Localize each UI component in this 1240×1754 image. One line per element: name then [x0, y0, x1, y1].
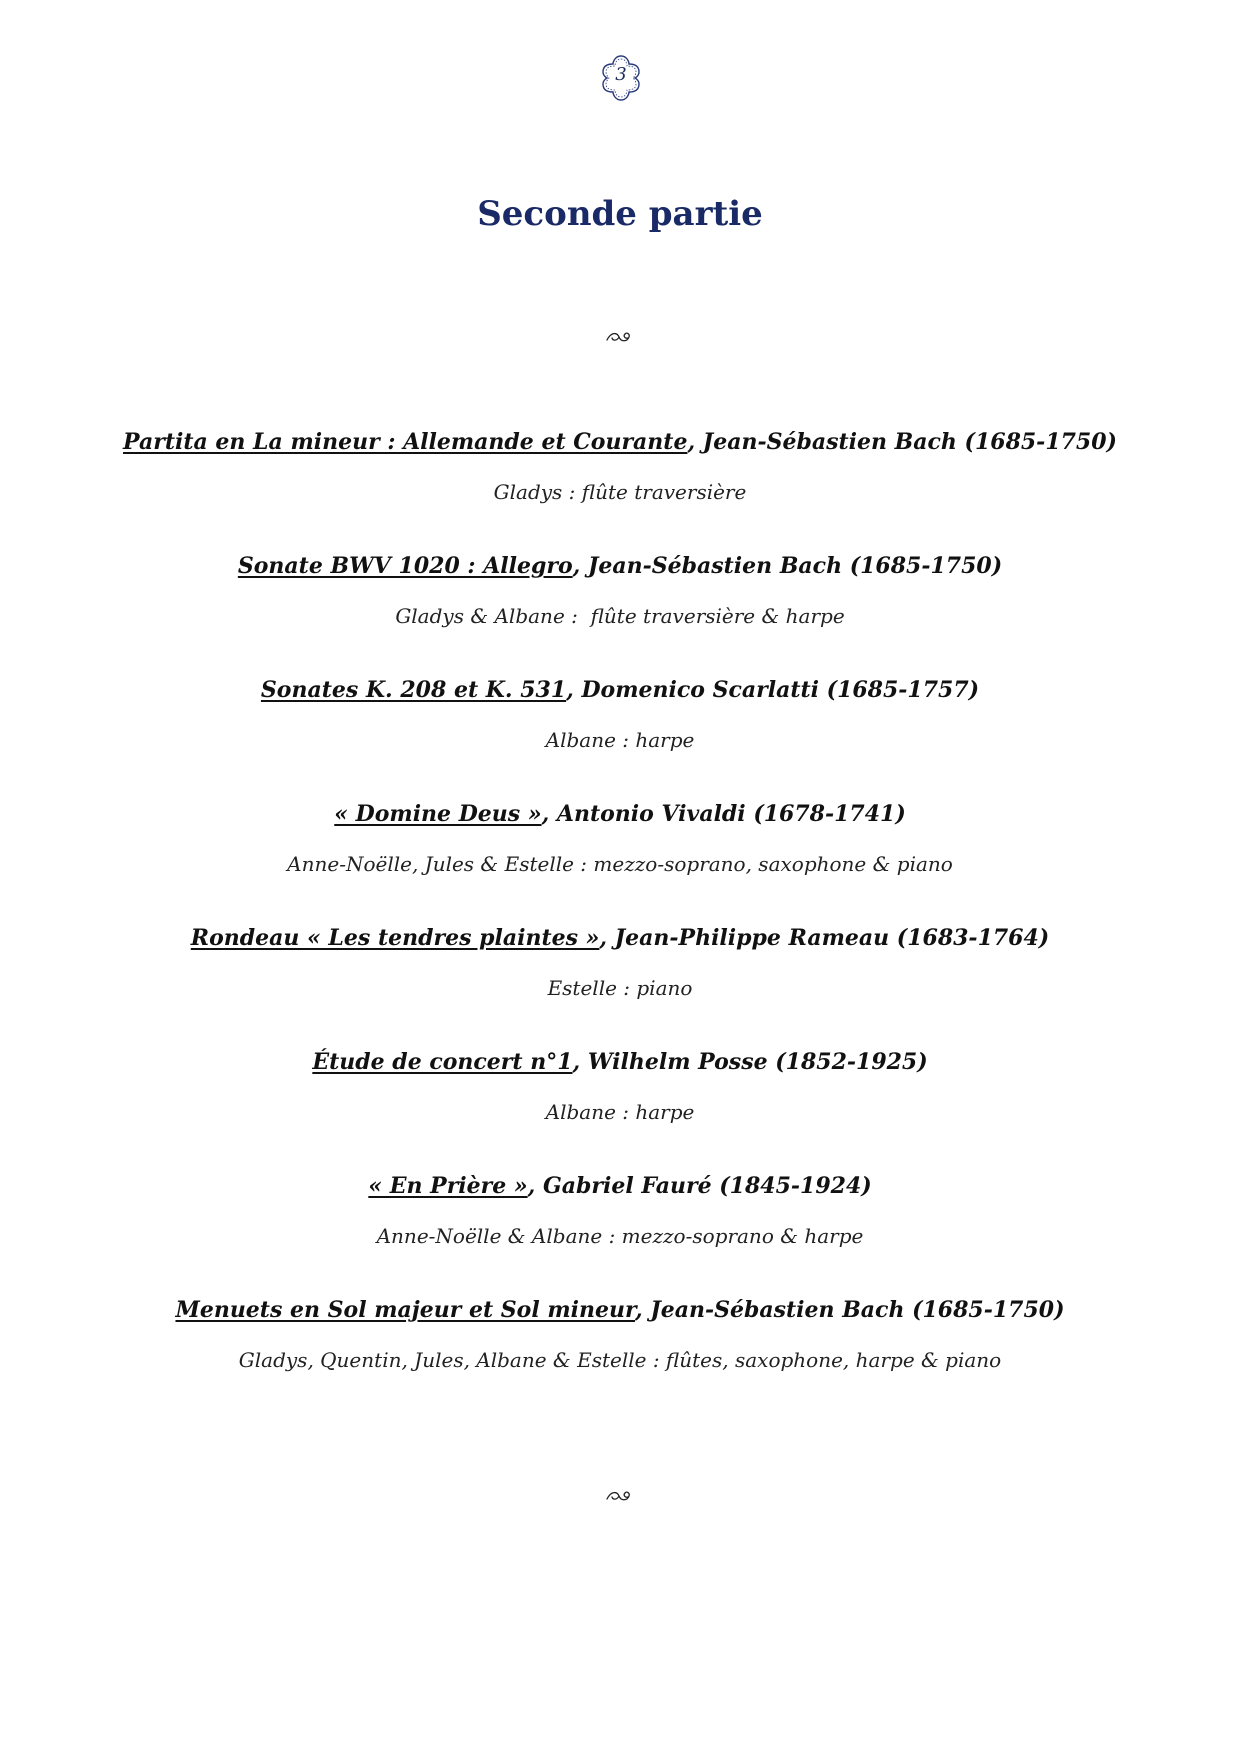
program-item: [0, 921, 1240, 1045]
piece-heading: Rondeau « Les tendres plaintes », Jean-Philippe Rameau (1683-1764): [190, 925, 1050, 951]
piece-composer: Antonio Vivaldi (1678-1741): [556, 801, 906, 827]
piece-heading: Sonates K. 208 et K. 531, Domenico Scarlatti (1685-1757): [260, 677, 980, 703]
piece-performers: Anne-Noëlle, Jules & Estelle : mezzo-soprano, saxophone & piano: [287, 852, 953, 876]
program-item: [0, 549, 1240, 673]
piece-composer: Jean-Sébastien Bach (1685-1750): [650, 1297, 1065, 1323]
page-number: 3: [615, 64, 627, 85]
piece-title: Sonate BWV 1020 : Allegro: [237, 553, 573, 579]
flourish-ornament-icon: [605, 1487, 635, 1505]
piece-heading: « En Prière », Gabriel Fauré (1845-1924): [368, 1173, 872, 1199]
piece-title: Rondeau « Les tendres plaintes »: [190, 925, 600, 951]
piece-composer: Wilhelm Posse (1852-1925): [587, 1049, 928, 1075]
piece-heading: Étude de concert n°1, Wilhelm Posse (1852-1925): [312, 1049, 928, 1075]
piece-performers: Albane : harpe: [545, 1100, 695, 1124]
program-item: [0, 425, 1240, 549]
piece-heading: Sonate BWV 1020 : Allegro, Jean-Sébastien Bach (1685-1750): [237, 553, 1003, 579]
piece-performers: Gladys : flûte traversière: [493, 480, 747, 504]
program-item: [0, 1045, 1240, 1169]
piece-title: Menuets en Sol majeur et Sol mineur: [175, 1297, 635, 1323]
piece-performers: Estelle : piano: [547, 976, 693, 1000]
piece-title: Partita en La mineur : Allemande et Courante: [123, 429, 688, 455]
program-item: [0, 797, 1240, 921]
piece-composer: Jean-Sébastien Bach (1685-1750): [702, 429, 1117, 455]
piece-title: « En Prière »: [368, 1173, 528, 1199]
piece-performers: Gladys & Albane : flûte traversière & harpe: [395, 604, 845, 628]
piece-performers: Albane : harpe: [545, 728, 695, 752]
program-item: [0, 673, 1240, 797]
page-title: Seconde partie: [477, 194, 763, 234]
piece-heading: Partita en La mineur : Allemande et Courante, Jean-Sébastien Bach (1685-1750): [123, 429, 1117, 455]
piece-performers: Anne-Noëlle & Albane : mezzo-soprano & harpe: [376, 1224, 864, 1248]
piece-title: « Domine Deus »: [334, 801, 542, 827]
program-item: [0, 1293, 1240, 1417]
piece-title: Étude de concert n°1: [312, 1049, 573, 1075]
page-number-badge: [595, 52, 647, 104]
piece-composer: Domenico Scarlatti (1685-1757): [581, 677, 980, 703]
flourish-ornament-icon: [605, 328, 635, 346]
piece-composer: Jean-Philippe Rameau (1683-1764): [614, 925, 1050, 951]
piece-composer: Jean-Sébastien Bach (1685-1750): [587, 553, 1003, 579]
piece-heading: Menuets en Sol majeur et Sol mineur, Jean-Sébastien Bach (1685-1750): [175, 1297, 1065, 1323]
piece-performers: Gladys, Quentin, Jules, Albane & Estelle : flûtes, saxophone, harpe & piano: [238, 1348, 1002, 1372]
piece-heading: « Domine Deus », Antonio Vivaldi (1678-1741): [334, 801, 906, 827]
program-item: [0, 1169, 1240, 1293]
piece-title: Sonates K. 208 et K. 531: [260, 677, 567, 703]
piece-composer: Gabriel Fauré (1845-1924): [542, 1173, 872, 1199]
program-list: [0, 425, 1240, 1417]
